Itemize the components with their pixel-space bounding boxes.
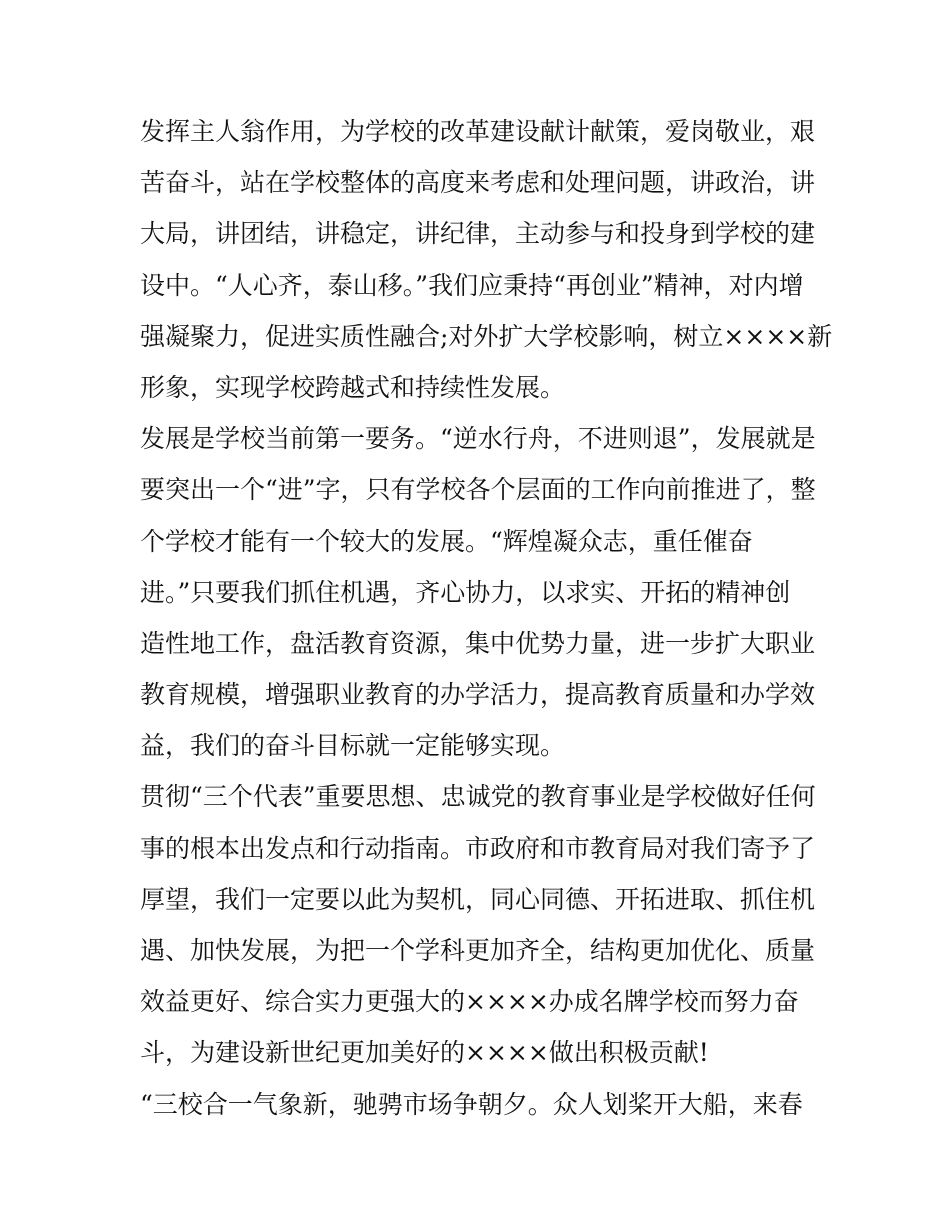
text-line: 发挥主人翁作用，为学校的改革建设献计献策，爱岗敬业，艰 [140,117,816,146]
text-line: 厚望，我们一定要以此为契机，同心同德、开拓进取、抓住机 [140,884,816,914]
text-line: 苦奋斗，站在学校整体的高度来考虑和处理问题，讲政治，讲 [140,168,816,198]
text-line: 形象，实现学校跨越式和持续性发展。 [140,372,566,402]
text-line: 进。”只要我们抓住机遇，齐心协力，以求实、开拓的精神创 [140,577,791,607]
text-line: 效益更好、综合实力更强大的××××办成名牌学校而努力奋 [140,987,799,1017]
text-line: 遇、加快发展，为把一个学科更加齐全，结构更加优化、质量 [140,936,816,965]
text-line: 教育规模，增强职业教育的办学活力，提高教育质量和办学效 [140,680,816,710]
text-line: 益，我们的奋斗目标就一定能够实现。 [140,731,566,761]
body-text [140,106,833,1130]
text-line: 强凝聚力，促进实质性融合;对外扩大学校影响，树立××××新 [140,321,833,351]
text-line: 贯彻“三个代表”重要思想、忠诚党的教育事业是学校做好任何 [140,782,816,812]
text-line: 设中。“人心齐，泰山移。”我们应秉持“再创业”精神，对内增 [140,270,804,300]
text-line: 发展是学校当前第一要务。“逆水行舟，不进则退”，发展就是 [140,424,816,454]
text-line: 事的根本出发点和行动指南。市政府和市教育局对我们寄予了 [140,833,816,863]
text-line: “三校合一气象新，驰骋市场争朝夕。众人划桨开大船，来春 [140,1089,803,1119]
text-line: 造性地工作，盘活教育资源，集中优势力量，进一步扩大职业 [140,628,816,658]
text-line: 个学校才能有一个较大的发展。“辉煌凝众志，重任催奋 [140,526,753,556]
text-line: 大局，讲团结，讲稳定，讲纪律，主动参与和投身到学校的建 [140,219,816,249]
text-line: 斗，为建设新世纪更加美好的××××做出积极贡献! [140,1038,709,1068]
text-line: 要突出一个“进”字，只有学校各个层面的工作向前推进了，整 [140,475,816,505]
